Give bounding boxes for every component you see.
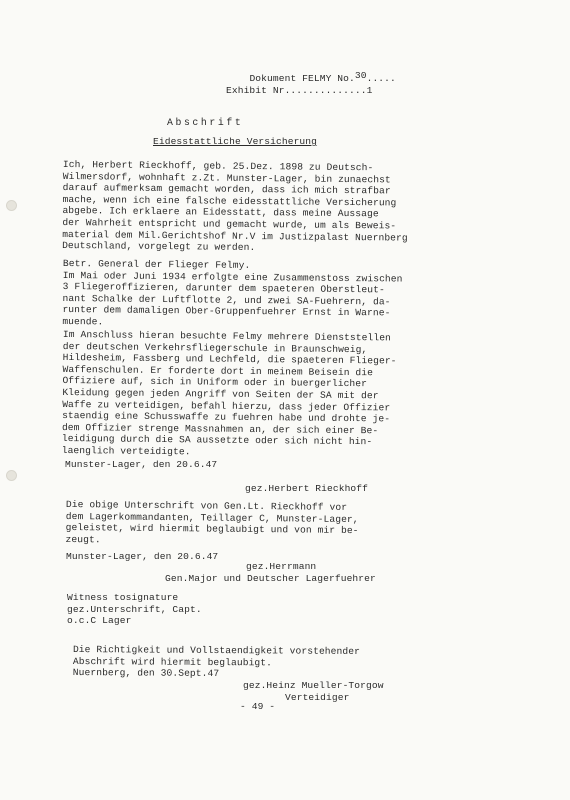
place-date: Munster-Lager, den 20.6.47 <box>66 551 219 562</box>
witness-block: Witness tosignature gez.Unterschrift, Capt. o.c.C Lager <box>67 592 202 627</box>
document-title: Abschrift <box>167 117 244 128</box>
signature-rieckhoff: gez.Herbert Rieckhoff <box>245 483 369 494</box>
signature-mueller-torgow-title: Verteidiger <box>285 692 350 703</box>
subject-paragraph: Betr. General der Flieger Felmy. Im Mai oder Juni 1934 erfolgte eine Zusammenstoss zwischen 3 Fliegeroffizieren, darunter dem spaeteren Oberstleut- nant Schalke der Luftflotte 2, und zwei SA-Fuehrern, da- runter dem damaligen Ober-Gruppenfuehrer Ernst in Warne- muende. <box>62 258 403 328</box>
exhibit-number: Exhibit Nr..............1 <box>226 85 373 96</box>
signature-herrmann: gez.Herrmann <box>246 561 317 572</box>
signature-herrmann-title: Gen.Major und Deutscher Lagerfuehrer <box>165 573 376 584</box>
document-number: 30 <box>354 69 367 81</box>
document-reference: Dokument FELMY No.30..... <box>249 69 396 84</box>
place-date: Munster-Lager, den 20.6.47 <box>65 459 218 470</box>
statement-paragraph: Im Anschluss hieran besuchte Felmy mehrere Dienststellen der deutschen Verkehrsfliegerschule in Braunschweig, Hildesheim, Fassberg und Lechfeld, die spaeteren Flieger- Waffenschulen. Er forderte dort in meinem Beisein die Offiziere auf, sich in Uniform oder in buergerlicher Kleidung gegen jeden Angriff von Seiten der SA mit der Waffe zu verteidigen, befahl hierzu, dass jeder Offizier staendig eine Schusswaffe zu fuehren habe und drohte je- dem Offizier strenge Massnahmen an, der sich einer Be- leidigung durch die SA aussetzte oder sich nicht hin- laenglich verteidigte. <box>61 329 397 458</box>
page-number: - 49 - <box>240 701 276 712</box>
signature-mueller-torgow: gez.Heinz Mueller-Torgow <box>243 680 384 691</box>
punch-hole <box>6 470 17 481</box>
affidavit-paragraph: Ich, Herbert Rieckhoff, geb. 25.Dez. 1898 zu Deutsch- Wilmersdorf, wohnhaft z.Zt. Munster-Lager, bin zunaechst darauf aufmerksam gemacht worden, dass ich mich strafbar mache, wenn ich eine falsche eidesstattliche Versicherung abgebe. Ich erklaere an Eidesstatt, dass meine Aussage der Wahrheit entspricht und gemacht wurde, um als Beweis- material dem Mil.Gerichtshof Nr.V im Justizpalast Nuernberg Deutschland, vorgelegt zu werden. <box>62 159 408 254</box>
document-subtitle: Eidesstattliche Versicherung <box>153 136 318 147</box>
certification-paragraph: Die obige Unterschrift von Gen.Lt. Rieckhoff vor dem Lagerkommandanten, Teillager C, Munster-Lager, geleistet, wird hiermit beglaubigt und von mir be- zeugt. <box>65 499 359 546</box>
punch-hole <box>6 200 17 211</box>
copy-certification: Die Richtigkeit und Vollstaendigkeit vorstehender Abschrift wird hiermit beglaubigt. Nuernberg, den 30.Sept.47 <box>72 644 361 680</box>
